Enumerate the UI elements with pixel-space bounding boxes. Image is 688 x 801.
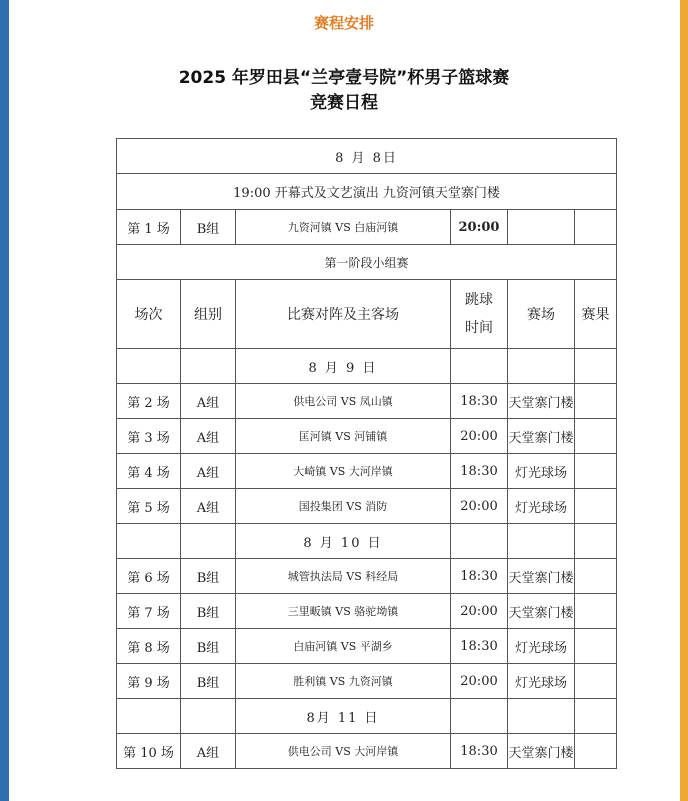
- game-matchup: 大崎镇 VS 大河岸镇: [236, 454, 451, 489]
- game-number: 第 5 场: [117, 489, 181, 524]
- game-time: 18:30: [451, 384, 508, 419]
- game-group: A组: [181, 489, 236, 524]
- game-group: B组: [181, 559, 236, 594]
- date-row: [117, 524, 617, 559]
- game-matchup: 供电公司 VS 大河岸镇: [236, 734, 451, 769]
- empty-cell: [575, 699, 617, 734]
- table-row: [117, 734, 617, 769]
- table-row: [117, 629, 617, 664]
- column-header-jump-line-2: 时间: [465, 320, 493, 336]
- game-number: 第 7 场: [117, 594, 181, 629]
- game-time: 20:00: [451, 419, 508, 454]
- game-matchup: 九资河镇 VS 白庙河镇: [236, 210, 451, 245]
- document-title-line-1: 2025 年罗田县“兰亭壹号院”杯男子篮球赛: [178, 68, 510, 88]
- game-number: 第 6 场: [117, 559, 181, 594]
- game-result: [575, 734, 617, 769]
- game-result: [575, 664, 617, 699]
- opening-ceremony: 19:00 开幕式及文艺演出 九资河镇天堂寨门楼: [117, 174, 617, 210]
- game-result: [575, 384, 617, 419]
- game-result: [575, 419, 617, 454]
- stage-label: 第一阶段小组赛: [117, 245, 617, 280]
- game-venue: 天堂寨门楼: [508, 594, 575, 629]
- game-venue: 灯光球场: [508, 454, 575, 489]
- section-title: 赛程安排: [313, 14, 374, 32]
- empty-cell: [451, 349, 508, 384]
- empty-cell: [508, 524, 575, 559]
- empty-cell: [508, 349, 575, 384]
- game-group: B组: [181, 594, 236, 629]
- table-row: [117, 384, 617, 419]
- table-row: [117, 594, 617, 629]
- empty-cell: [117, 699, 181, 734]
- game-matchup: 白庙河镇 VS 平湖乡: [236, 629, 451, 664]
- empty-cell: [181, 524, 236, 559]
- game-group: A组: [181, 454, 236, 489]
- game-group: A组: [181, 419, 236, 454]
- date-row: [117, 349, 617, 384]
- game-number: 第 2 场: [117, 384, 181, 419]
- date-label: 8 月 10 日: [236, 524, 451, 559]
- column-header-jump-time: [451, 280, 508, 349]
- game-venue: 灯光球场: [508, 664, 575, 699]
- game-venue: [508, 210, 575, 245]
- opening-date: 8 月 8日: [117, 139, 617, 174]
- game-number: 第 9 场: [117, 664, 181, 699]
- game-matchup: 供电公司 VS 凤山镇: [236, 384, 451, 419]
- game-matchup: 国投集团 VS 消防: [236, 489, 451, 524]
- opening-ceremony-row: [117, 174, 617, 210]
- game-time: 20:00: [451, 489, 508, 524]
- game-venue: 灯光球场: [508, 489, 575, 524]
- empty-cell: [117, 524, 181, 559]
- game-time: 18:30: [451, 734, 508, 769]
- column-header-row: [117, 280, 617, 349]
- table-row: [117, 664, 617, 699]
- empty-cell: [181, 699, 236, 734]
- game-matchup: 匡河镇 VS 河铺镇: [236, 419, 451, 454]
- game-number: 第 4 场: [117, 454, 181, 489]
- game-result: [575, 629, 617, 664]
- right-border-stripe: [680, 0, 688, 801]
- game-number: 第 10 场: [117, 734, 181, 769]
- game-time: 18:30: [451, 559, 508, 594]
- column-header-match: 比赛对阵及主客场: [236, 280, 451, 349]
- column-header-no: 场次: [117, 280, 181, 349]
- game-time: 18:30: [451, 454, 508, 489]
- game-number: 第 1 场: [117, 210, 181, 245]
- game-venue: 天堂寨门楼: [508, 384, 575, 419]
- game-result: [575, 210, 617, 245]
- game-venue: 天堂寨门楼: [508, 559, 575, 594]
- game-number: 第 8 场: [117, 629, 181, 664]
- game-matchup: 城管执法局 VS 科经局: [236, 559, 451, 594]
- game-matchup: 胜利镇 VS 九资河镇: [236, 664, 451, 699]
- game-time: 20:00: [451, 664, 508, 699]
- game-venue: 天堂寨门楼: [508, 734, 575, 769]
- game-venue: 天堂寨门楼: [508, 419, 575, 454]
- column-header-result: 赛果: [575, 280, 617, 349]
- column-header-venue: 赛场: [508, 280, 575, 349]
- game-result: [575, 559, 617, 594]
- game-time: 20:00: [451, 594, 508, 629]
- schedule-table: [116, 138, 617, 769]
- empty-cell: [575, 524, 617, 559]
- table-row: [117, 210, 617, 245]
- game-number: 第 3 场: [117, 419, 181, 454]
- date-row: [117, 699, 617, 734]
- empty-cell: [575, 349, 617, 384]
- game-group: B组: [181, 210, 236, 245]
- game-group: B组: [181, 664, 236, 699]
- table-row: [117, 454, 617, 489]
- opening-date-row: [117, 139, 617, 174]
- table-row: [117, 559, 617, 594]
- empty-cell: [451, 524, 508, 559]
- game-group: A组: [181, 734, 236, 769]
- date-label: 8 月 9 日: [236, 349, 451, 384]
- empty-cell: [508, 699, 575, 734]
- game-matchup: 三里畈镇 VS 骆驼坳镇: [236, 594, 451, 629]
- table-row: [117, 419, 617, 454]
- empty-cell: [451, 699, 508, 734]
- game-venue: 灯光球场: [508, 629, 575, 664]
- game-group: A组: [181, 384, 236, 419]
- game-result: [575, 594, 617, 629]
- game-result: [575, 454, 617, 489]
- left-border-stripe: [0, 0, 9, 801]
- empty-cell: [117, 349, 181, 384]
- table-row: [117, 489, 617, 524]
- date-label: 8月 11 日: [236, 699, 451, 734]
- column-header-group: 组别: [181, 280, 236, 349]
- stage-row: [117, 245, 617, 280]
- game-group: B组: [181, 629, 236, 664]
- game-time: 18:30: [451, 629, 508, 664]
- game-result: [575, 489, 617, 524]
- empty-cell: [181, 349, 236, 384]
- column-header-jump-line-1: 跳球: [465, 292, 493, 308]
- game-time: 20:00: [451, 210, 508, 245]
- document-title: [0, 66, 688, 116]
- document-title-line-2: 竞赛日程: [310, 93, 378, 113]
